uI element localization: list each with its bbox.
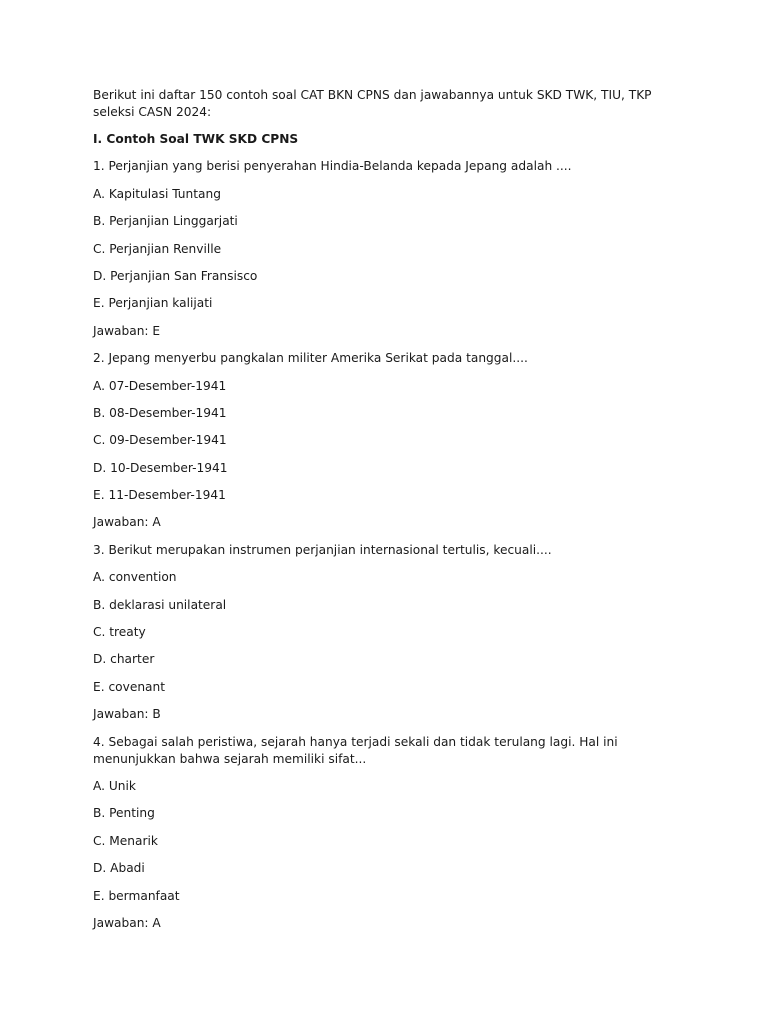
answer-option: A. Unik [93, 778, 136, 793]
intro-paragraph: Berikut ini daftar 150 contoh soal CAT BKN CPNS dan jawabannya untuk SKD TWK, TIU, TKP seleksi CASN 2024: [93, 88, 652, 119]
answer-option: A. convention [93, 570, 177, 585]
answer-option: A. 07-Desember-1941 [93, 378, 227, 393]
answer-option: C. Menarik [93, 833, 158, 848]
answer-option: B. Penting [93, 806, 155, 821]
question-text: 3. Berikut merupakan instrumen perjanjian internasional tertulis, kecuali.... [93, 542, 552, 557]
answer-option: D. charter [93, 652, 155, 667]
answer-option: B. 08-Desember-1941 [93, 405, 227, 420]
answer-key: Jawaban: A [93, 515, 161, 530]
question-text: 4. Sebagai salah peristiwa, sejarah hanya terjadi sekali dan tidak terulang lagi. Hal ini menunjukkan bahwa sejarah memiliki sifat... [93, 734, 618, 766]
answer-option: E. bermanfaat [93, 888, 180, 903]
answer-option: D. 10-Desember-1941 [93, 460, 228, 475]
question-block [93, 542, 673, 723]
question-block [93, 734, 673, 932]
section-heading: I. Contoh Soal TWK SKD CPNS [93, 132, 299, 146]
answer-option: E. covenant [93, 679, 166, 694]
answer-option: E. 11-Desember-1941 [93, 488, 226, 503]
answer-option: B. deklarasi unilateral [93, 597, 227, 612]
question-block [93, 350, 673, 531]
answer-option: A. Kapitulasi Tuntang [93, 186, 221, 201]
answer-option: C. 09-Desember-1941 [93, 433, 227, 448]
document-page [93, 87, 673, 942]
answer-key: Jawaban: A [93, 915, 161, 930]
answer-key: Jawaban: E [93, 323, 161, 338]
answer-option: B. Perjanjian Linggarjati [93, 214, 238, 229]
answer-option: D. Abadi [93, 861, 145, 876]
answer-key: Jawaban: B [93, 707, 161, 722]
question-text: 1. Perjanjian yang berisi penyerahan Hindia-Belanda kepada Jepang adalah .... [93, 159, 572, 174]
answer-option: D. Perjanjian San Fransisco [93, 268, 258, 283]
answer-option: E. Perjanjian kalijati [93, 296, 213, 311]
question-block [93, 158, 673, 339]
answer-option: C. treaty [93, 625, 146, 640]
question-text: 2. Jepang menyerbu pangkalan militer Amerika Serikat pada tanggal.... [93, 351, 528, 366]
answer-option: C. Perjanjian Renville [93, 241, 222, 256]
